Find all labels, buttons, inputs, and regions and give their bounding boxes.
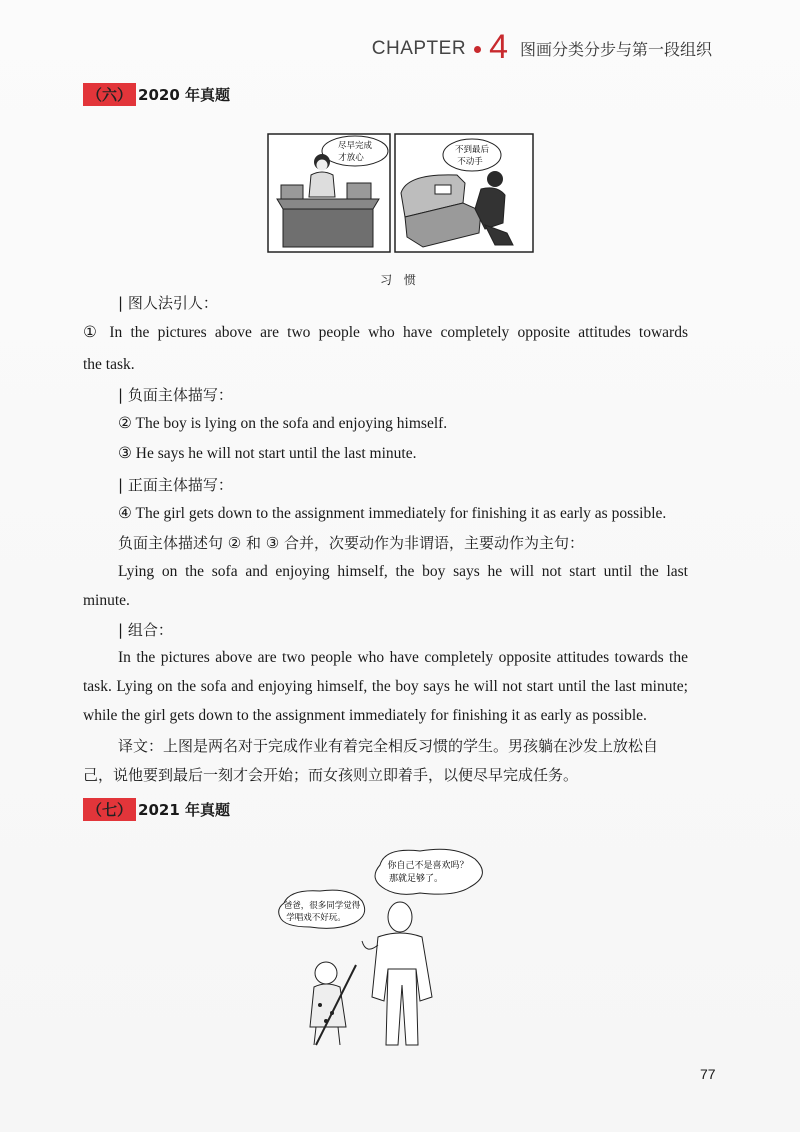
comic-caption: 习 惯	[380, 273, 420, 287]
girl-face-icon	[317, 160, 328, 171]
section-tag: （七）	[83, 798, 136, 821]
heading-negative: | 负面主体描写：	[118, 386, 233, 404]
translation-cont: 己，说他要到最后一刻才会开始；而女孩则立即着手，以便尽早完成任务。	[83, 766, 579, 784]
bubble-text: 不到最后	[454, 145, 490, 155]
heading-combine: | 组合：	[118, 621, 173, 639]
page-number: 77	[700, 1066, 716, 1082]
chapter-header	[372, 22, 712, 66]
combined-paragraph: while the girl gets down to the assignment immediately for finishing it as early as possible.	[83, 707, 647, 724]
bubble-text: 你自己不是喜欢吗？	[387, 861, 469, 871]
bubble-text: 不动手	[457, 157, 483, 167]
girl-body-icon	[309, 172, 335, 197]
sentence-4: ④ The girl gets down to the assignment immediately for finishing it as early as possible.	[118, 505, 667, 522]
habit-comic	[267, 133, 535, 253]
section-heading-2021	[83, 798, 230, 821]
chapter-title: 图画分类分步与第一段组织	[519, 40, 712, 59]
combined-paragraph: In the pictures above are two people who have completely opposite attitudes towards the	[118, 649, 688, 666]
sentence-1: ① In the pictures above are two people who have completely opposite attitudes towards	[83, 324, 688, 341]
speech-bubble-dad	[375, 849, 482, 894]
costume-dot-icon	[318, 1003, 322, 1007]
translation: 译文：上图是两名对于完成作业有着完全相反习惯的学生。男孩躺在沙发上放松自	[118, 737, 659, 755]
sentence-1-cont: the task.	[83, 356, 135, 373]
father-child-cartoon	[270, 845, 500, 1060]
sentence-3: ③ He says he will not start until the last minute.	[118, 445, 417, 462]
bubble-text: 学唱戏不好玩。	[286, 913, 346, 923]
bubble-text: 爸爸，很多同学觉得	[283, 901, 361, 911]
father-head-icon	[388, 902, 412, 932]
section-heading-2020	[83, 83, 230, 106]
desk-front-icon	[283, 209, 373, 247]
merge-note: 负面主体描述句 ② 和 ③ 合并，次要动作为非谓语，主要动作为主句：	[118, 534, 584, 552]
merged-sentence-cont: minute.	[83, 592, 130, 609]
section-title: 2021 年真题	[138, 801, 230, 819]
book-icon	[435, 185, 451, 194]
father-arm-icon	[362, 941, 378, 949]
bubble-text: 才放心	[338, 153, 364, 163]
book-stack-icon	[347, 183, 371, 199]
bubble-text: 尽早完成	[337, 141, 373, 151]
chapter-dot-icon	[474, 46, 481, 53]
chapter-label: CHAPTER	[371, 38, 467, 59]
sentence-2: ② The boy is lying on the sofa and enjoying himself.	[118, 415, 448, 432]
section-title: 2020 年真题	[138, 86, 230, 104]
heading-intro: | 图人法引人：	[118, 294, 218, 312]
book-stack-icon	[281, 185, 303, 199]
boy-head-icon	[487, 171, 503, 187]
combined-paragraph: task. Lying on the sofa and enjoying himself, the boy says he will not start until the last minute;	[83, 678, 688, 695]
section-tag: （六）	[83, 83, 136, 106]
bubble-text: 那就足够了。	[388, 874, 444, 884]
child-head-icon	[315, 962, 337, 984]
desk-icon	[277, 199, 379, 209]
merged-sentence: Lying on the sofa and enjoying himself, the boy says he will not start until the last	[118, 563, 688, 580]
heading-positive: | 正面主体描写：	[118, 476, 233, 494]
father-legs-icon	[386, 969, 418, 1045]
chapter-number: 4	[489, 28, 508, 66]
